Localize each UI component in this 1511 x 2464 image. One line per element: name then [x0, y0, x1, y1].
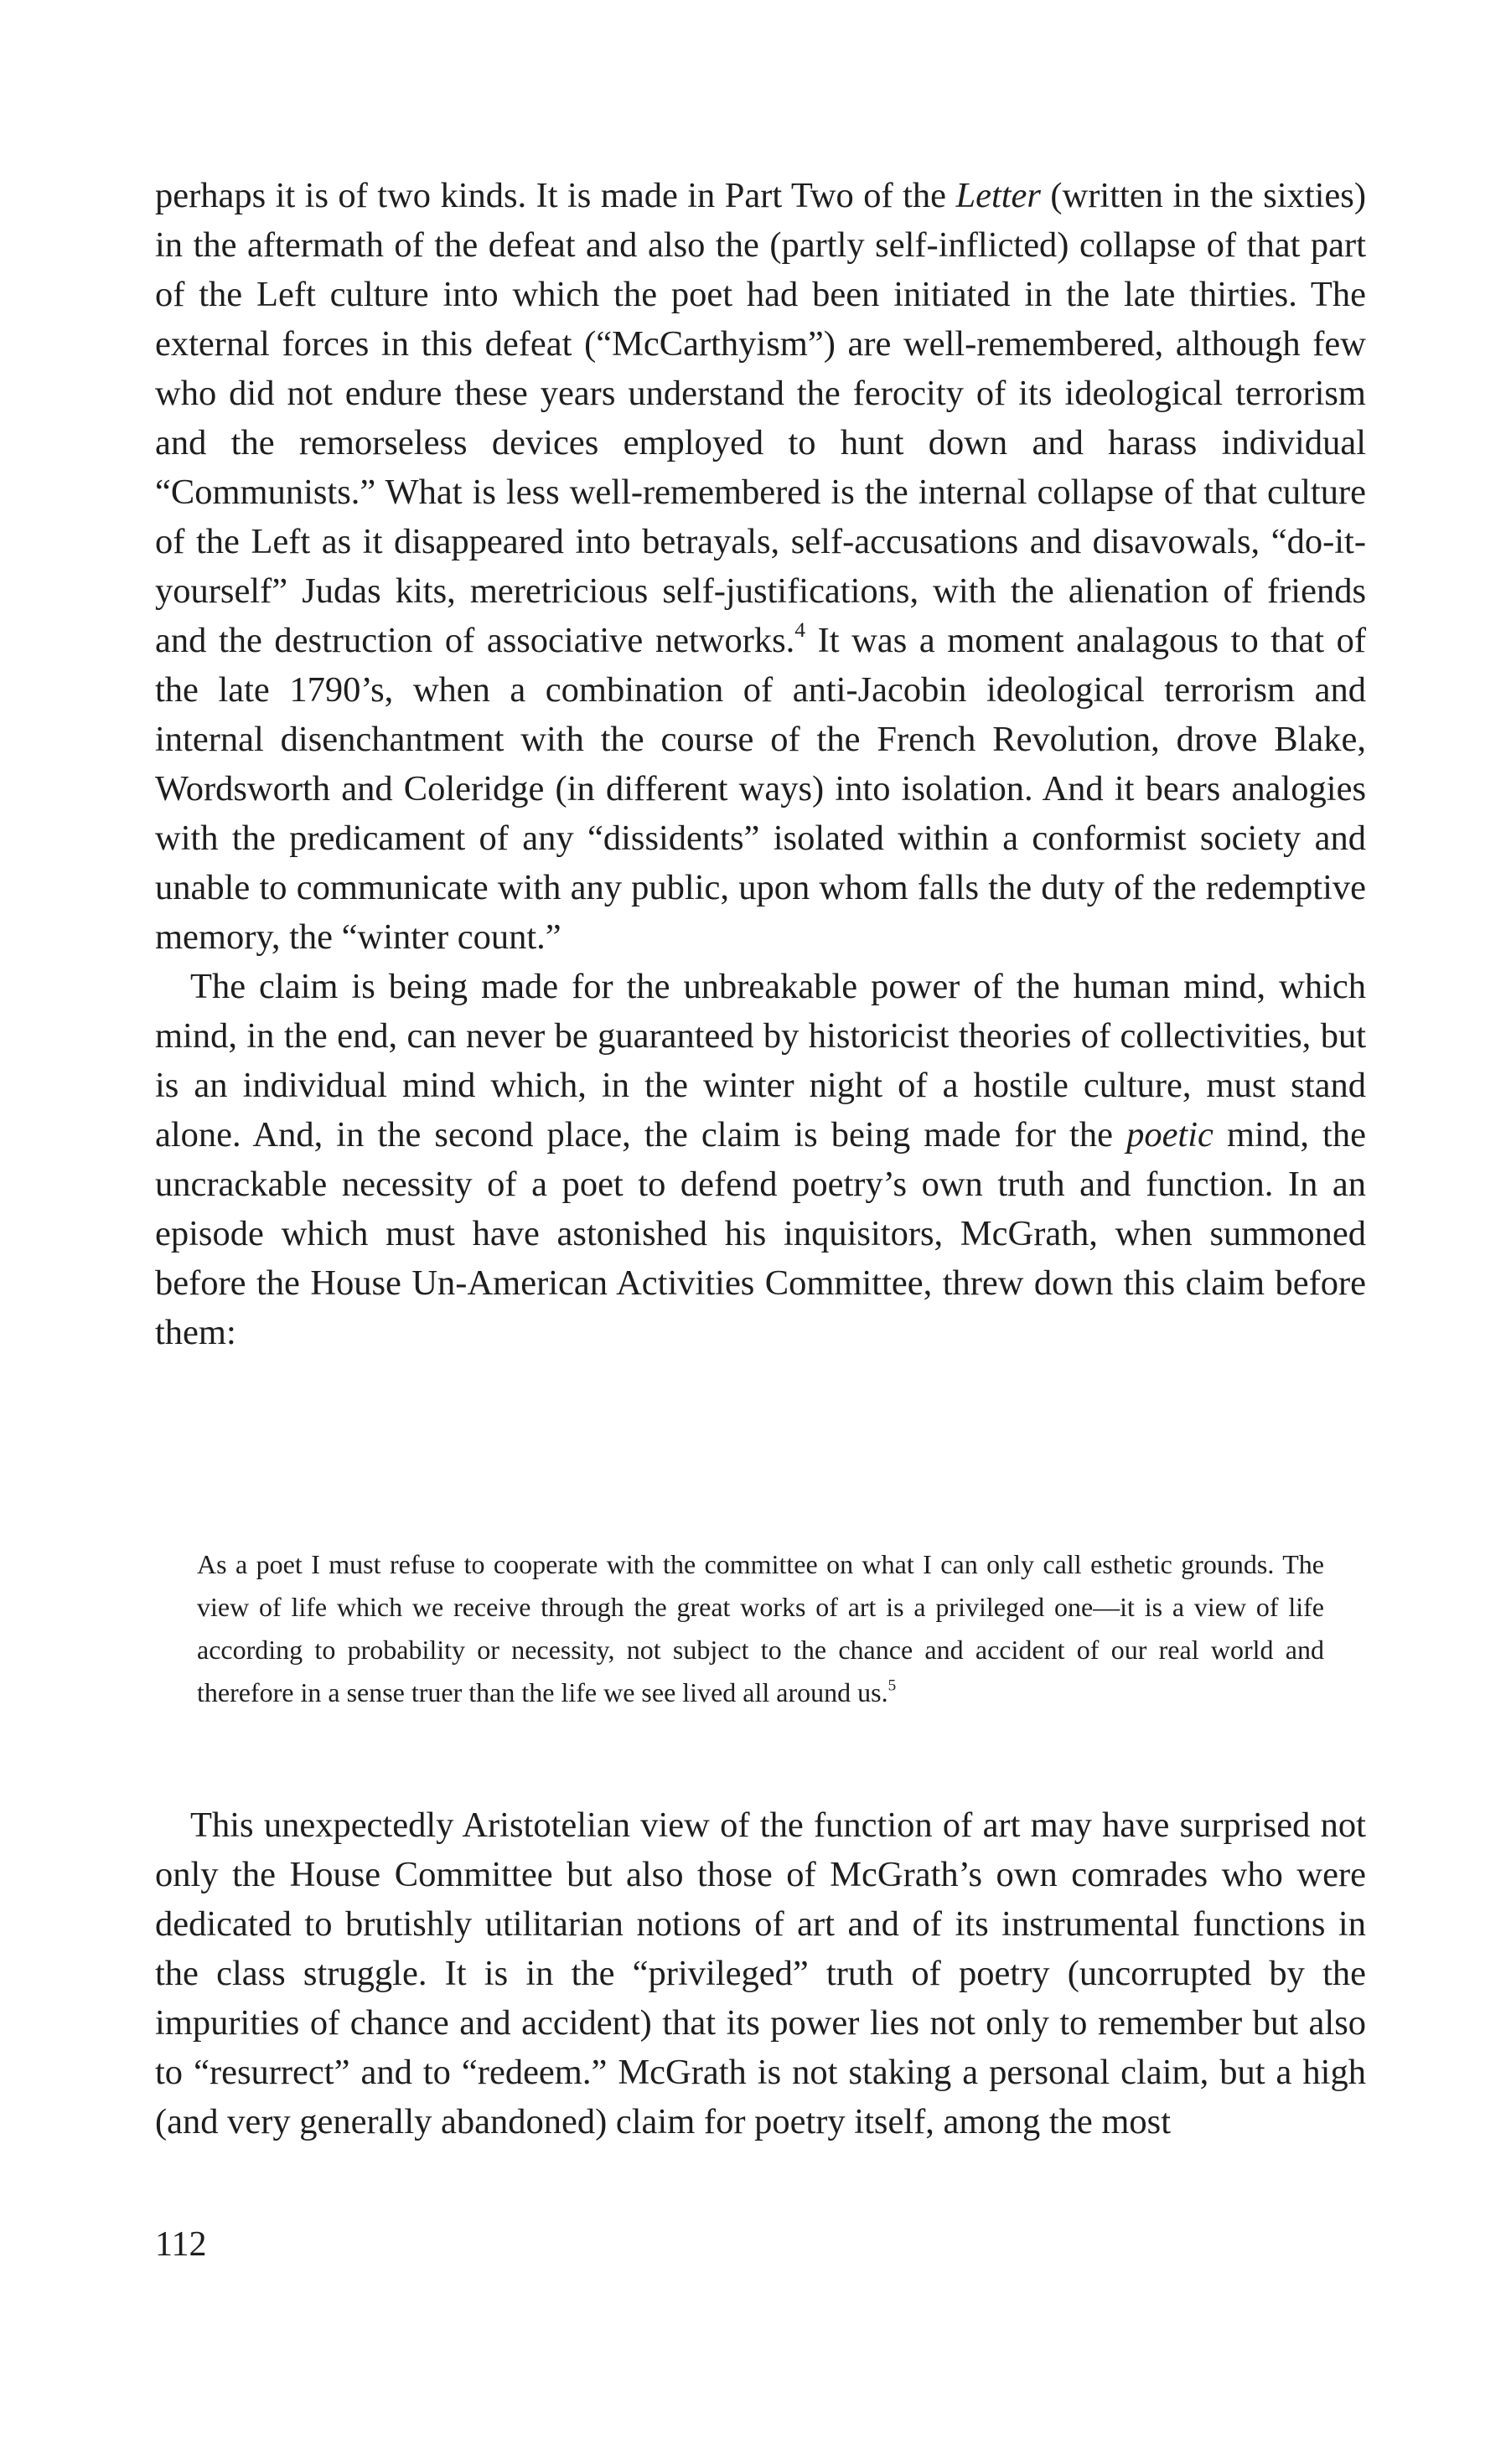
paragraph-1 — [155, 171, 1366, 962]
main-text-lower — [155, 1800, 1366, 2146]
poetic-italic: poetic — [1126, 1115, 1213, 1155]
paragraph-1-part-c: It was a moment analagous to that of the late 1790’s, when a combination of anti-Jacobin ideological terrorism and internal disenchantment with the course of the French Revolution, drove Blake, Wordsworth and Coleridge (in different ways) into isolation. And it bears analogies with the predicament of any “dissidents” isolated within a conformist society and unable to communicate with any public, upon whom falls the duty of the redemptive memory, the “winter count.” — [155, 621, 1366, 957]
paragraph-2-part-b: mind, the uncrackable necessity of a poet to defend poetry’s own truth and function. In an episode which must have astonished his inquisitors, McGrath, when summoned before the House Un-American Activities Committee, threw down this claim before them: — [155, 1115, 1366, 1352]
footnote-ref-4: 4 — [794, 617, 806, 643]
main-text-upper — [155, 171, 1366, 1357]
block-quote — [197, 1543, 1324, 1714]
paragraph-1-part-b: (written in the sixties) in the aftermath of the defeat and also the (partly self-inflicted) collapse of that part of the Left culture into which the poet had been initiated in the late thirties. The external forces in this defeat (“McCarthyism”) are well-remembered, although few who did not endure these years understand the ferocity of its ideological terrorism and the remorseless devices employed to hunt down and harass individual “Communists.” What is less well-remembered is the internal collapse of that culture of the Left as it disappeared into betrayals, self-accusations and disavowals, “do-it-yourself” Judas kits, meretricious self-justifications, with the alienation of friends and the destruction of associative networks. — [155, 176, 1366, 660]
paragraph-3: This unexpectedly Aristotelian view of the function of art may have surprised not only the House Committee but also those of McGrath’s own comrades who were dedicated to brutishly utilitarian notions of art and of its instrumental functions in the class struggle. It is in the “privileged” truth of poetry (uncorrupted by the impurities of chance and accident) that its power lies not only to remember but also to “resurrect” and to “redeem.” McGrath is not staking a personal claim, but a high (and very generally abandoned) claim for poetry itself, among the most — [155, 1805, 1366, 2141]
block-quote-text: As a poet I must refuse to cooperate with the committee on what I can only call esthetic grounds. The view of life which we receive through the great works of art is a privileged one—it is a view of life according to probability or necessity, not subject to the chance and accident of our real world and therefore in a sense truer than the life we see lived all around us. — [197, 1549, 1324, 1707]
paragraph-2 — [155, 962, 1366, 1357]
footnote-ref-5: 5 — [887, 1676, 897, 1695]
letter-title-italic: Letter — [955, 176, 1041, 215]
page-number: 112 — [155, 2225, 207, 2264]
paragraph-1-part-a: perhaps it is of two kinds. It is made in Part Two of the — [155, 176, 956, 215]
paragraph-2-part-a: The claim is being made for the unbreakable power of the human mind, which mind, in the end, can never be guaranteed by historicist theories of collectivities, but is an individual mind which, in the winter night of a hostile culture, must stand alone. And, in the second place, the claim is being made for the — [155, 967, 1366, 1155]
